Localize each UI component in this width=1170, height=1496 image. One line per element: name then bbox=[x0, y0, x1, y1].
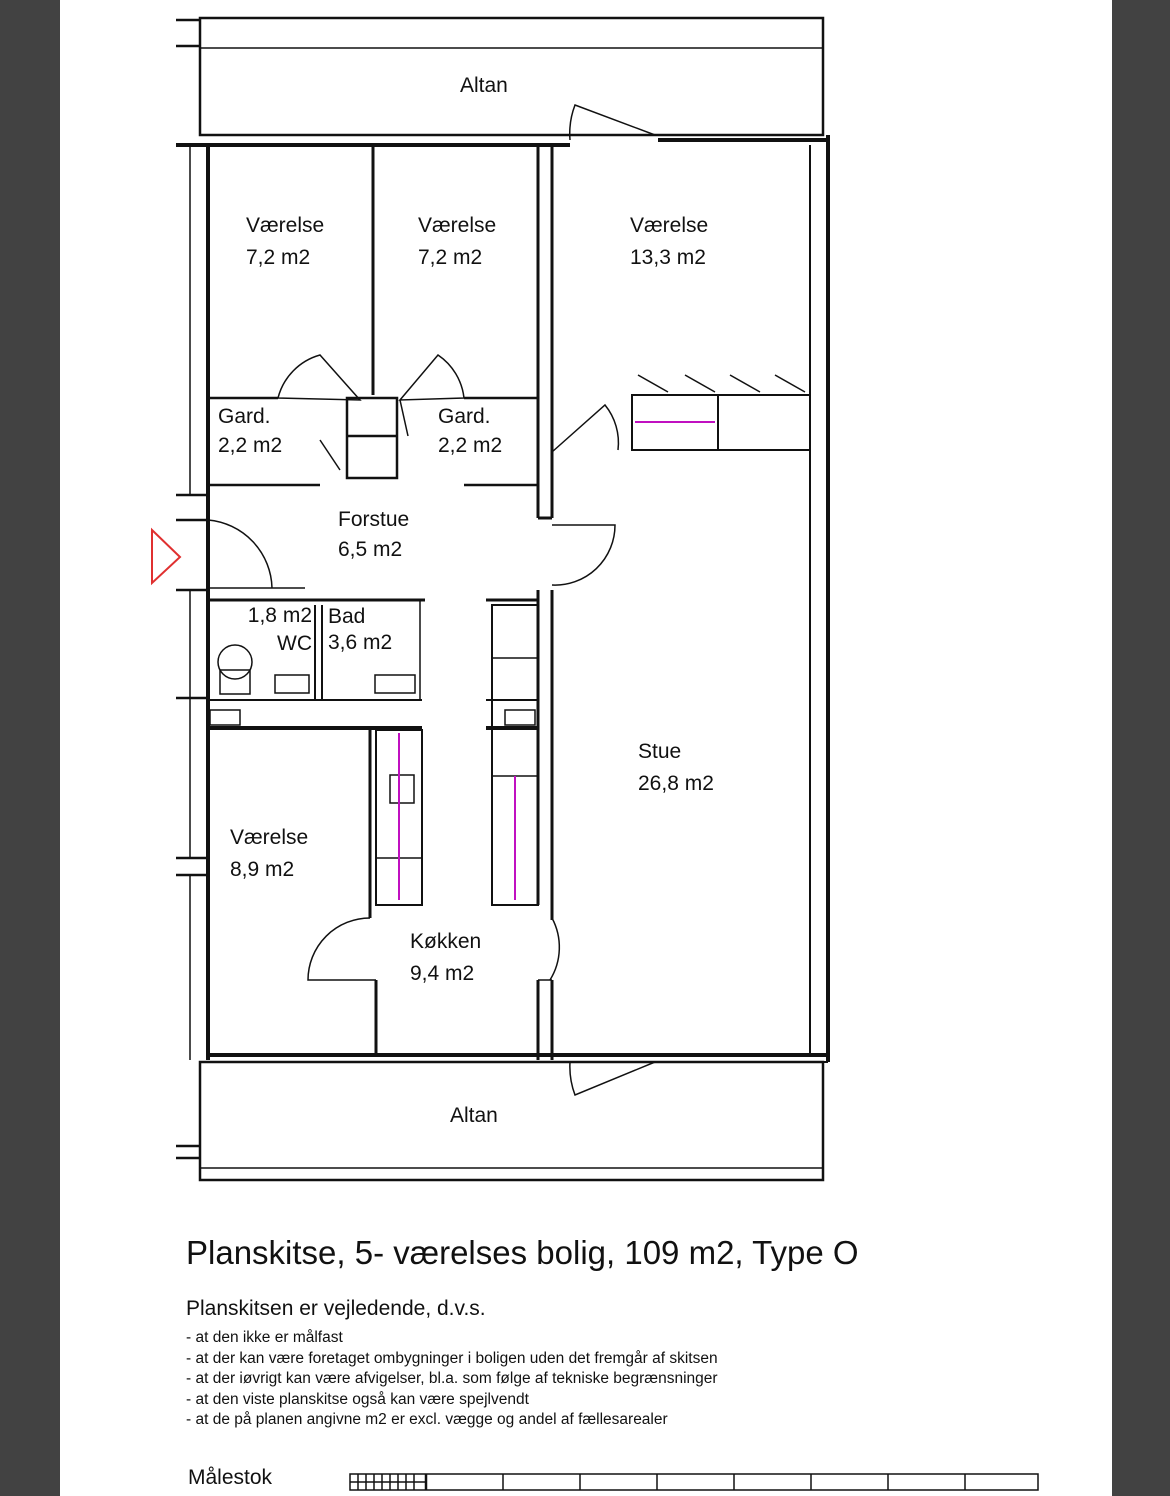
living-label bbox=[638, 736, 714, 800]
bath-area: 3,6 m2 bbox=[328, 631, 393, 654]
plan-subtitle: Planskitsen er vejledende, d.v.s. bbox=[186, 1297, 486, 1320]
balcony-top-outline bbox=[200, 18, 823, 135]
note-item: - at de på planen angivne m2 er excl. vægge og andel af fællesarealer bbox=[186, 1411, 668, 1428]
closet2-name: Gard. bbox=[438, 405, 491, 428]
bath-label bbox=[328, 604, 392, 656]
balcony-top-label: Altan bbox=[460, 74, 508, 97]
note-item: - at der iøvrigt kan være afvigelser, bl.a. som følge af tekniske begrænsninger bbox=[186, 1370, 718, 1387]
balcony-bottom-label: Altan bbox=[450, 1104, 498, 1127]
floor-plan-drawing bbox=[60, 0, 1112, 1200]
room2-name: Værelse bbox=[418, 214, 497, 237]
wc-area: 1,8 m2 bbox=[247, 604, 312, 627]
closet1-name: Gard. bbox=[218, 405, 271, 428]
room3-label bbox=[630, 210, 708, 274]
room1-area: 7,2 m2 bbox=[246, 246, 311, 269]
balcony-bottom-outline bbox=[200, 1062, 823, 1180]
kitchen-area: 9,4 m2 bbox=[410, 962, 475, 985]
scale-label: Målestok bbox=[188, 1466, 273, 1489]
closet2-area: 2,2 m2 bbox=[438, 434, 503, 457]
note-item: - at der kan være foretaget ombygninger i boligen uden det fremgår af skitsen bbox=[186, 1349, 718, 1367]
room1-name: Værelse bbox=[246, 214, 325, 237]
hall-name: Forstue bbox=[338, 508, 410, 531]
wc-name: WC bbox=[277, 632, 312, 655]
floor-plan-sheet bbox=[60, 0, 1112, 1496]
closet1-label bbox=[218, 402, 282, 460]
bath-name: Bad bbox=[328, 605, 366, 628]
hall-label bbox=[338, 505, 409, 565]
closet2-label bbox=[438, 402, 502, 460]
living-name: Stue bbox=[638, 740, 682, 763]
room3-area: 13,3 m2 bbox=[630, 246, 706, 269]
plan-notes bbox=[186, 1328, 718, 1431]
hall-area: 6,5 m2 bbox=[338, 538, 403, 561]
room4-name: Værelse bbox=[230, 826, 309, 849]
kitchen-label bbox=[410, 926, 481, 990]
room2-label bbox=[418, 210, 496, 274]
plan-title: Planskitse, 5- værelses bolig, 109 m2, Type O bbox=[186, 1234, 859, 1271]
entry-marker-icon bbox=[152, 530, 180, 583]
room1-label bbox=[246, 210, 324, 274]
room2-area: 7,2 m2 bbox=[418, 246, 483, 269]
room4-area: 8,9 m2 bbox=[230, 858, 295, 881]
note-item: - at den viste planskitse også kan være spejlvendt bbox=[186, 1390, 529, 1408]
living-area: 26,8 m2 bbox=[638, 772, 714, 795]
room3-name: Værelse bbox=[630, 214, 709, 237]
wc-label bbox=[230, 602, 312, 658]
scale-bar bbox=[348, 1468, 1048, 1496]
room4-label bbox=[230, 822, 308, 886]
closet1-area: 2,2 m2 bbox=[218, 434, 283, 457]
note-item: - at den ikke er målfast bbox=[186, 1329, 343, 1346]
kitchen-name: Køkken bbox=[410, 930, 482, 953]
